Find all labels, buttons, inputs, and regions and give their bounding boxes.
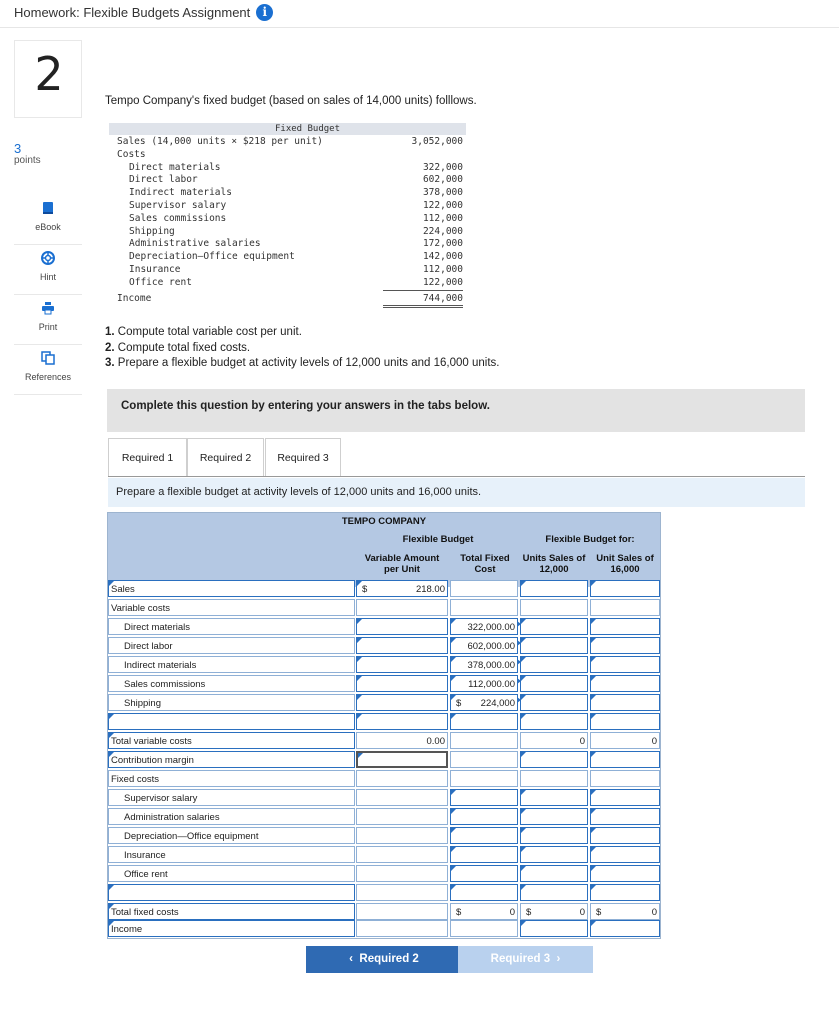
flexible-budget-grid <box>107 512 661 939</box>
sales-fixed-cell <box>450 580 518 597</box>
fixed-row-16000-input[interactable] <box>590 846 660 863</box>
tab-required-3[interactable]: Required 3 <box>265 438 341 477</box>
fixed-budget-sales-value: 3,052,000 <box>411 136 463 147</box>
requirements-list <box>105 325 499 372</box>
grid-col-16000: Unit Sales of 16,000 <box>596 553 654 575</box>
fixed-budget-row <box>109 162 466 175</box>
next-required-label: Required 3 <box>490 953 551 965</box>
var-row-fixed-input[interactable]: 378,000.00 <box>450 656 518 673</box>
contribution-16000-input[interactable] <box>590 751 660 768</box>
fixed-row-16000-input[interactable] <box>590 827 660 844</box>
print-icon <box>41 301 55 315</box>
var-row-12000-input[interactable] <box>520 656 588 673</box>
question-number: 2 <box>34 47 64 101</box>
var-row-label: Direct labor <box>108 637 355 654</box>
var-row-fixed-input[interactable]: 322,000.00 <box>450 618 518 635</box>
fixed-row-label: Supervisor salary <box>108 789 355 806</box>
fixed-budget-row <box>109 174 466 187</box>
grid-blank-cell <box>450 599 518 616</box>
fixed-budget-row <box>109 187 466 200</box>
prev-required-label: Required 2 <box>359 953 419 965</box>
fixed-row-fixed-input[interactable] <box>450 808 518 825</box>
assignment-title <box>14 4 273 21</box>
sidebar-item-label: Hint <box>39 272 56 282</box>
grid-blank-cell <box>356 827 448 844</box>
sidebar-item-label: eBook <box>35 222 61 232</box>
grid-blank-cell <box>450 751 518 768</box>
fixed-budget-costs-label: Costs <box>117 148 146 160</box>
fixed-row-16000-input[interactable] <box>590 808 660 825</box>
blank-row-input[interactable] <box>356 713 448 730</box>
grid-col-12000: Units Sales of 12,000 <box>522 553 586 575</box>
grid-blank-cell <box>356 884 448 901</box>
var-row-label: Indirect materials <box>108 656 355 673</box>
fixed-budget-table <box>109 123 466 305</box>
tab-divider <box>108 476 805 477</box>
cost-value: 112,000 <box>422 263 463 275</box>
fixed-row-fixed-input[interactable] <box>450 846 518 863</box>
sidebar-item-references[interactable] <box>14 345 82 395</box>
grid-blank-cell <box>356 920 448 937</box>
blank-row-input[interactable] <box>590 884 660 901</box>
grid-blank-cell <box>450 732 518 749</box>
fixed-row-label: Depreciation—Office equipment <box>108 827 355 844</box>
cost-value: 142,000 <box>422 251 463 263</box>
var-row-12000-input[interactable] <box>520 637 588 654</box>
total-fixed-12000: $ 0 <box>520 903 588 920</box>
requirement-item: 2. Compute total fixed costs. <box>105 341 251 354</box>
cost-value: 602,000 <box>422 174 463 186</box>
grid-blank-cell <box>356 789 448 806</box>
var-row-var-input[interactable] <box>356 675 448 692</box>
fixed-budget-row <box>109 264 466 277</box>
instruction-banner <box>107 389 805 432</box>
contribution-var-input[interactable] <box>356 751 448 768</box>
fixed-row-fixed-input[interactable] <box>450 789 518 806</box>
cost-label: Indirect materials <box>129 187 232 199</box>
blank-row-input[interactable] <box>520 884 588 901</box>
fixed-budget-row <box>109 251 466 264</box>
requirement-item: 3. Prepare a flexible budget at activity levels of 12,000 units and 16,000 units. <box>105 357 500 369</box>
cost-label: Office rent <box>129 276 192 288</box>
instruction-text: Complete this question by entering your answers in the tabs below. <box>121 400 490 412</box>
cost-label: Depreciation—Office equipment <box>129 251 295 263</box>
cost-label: Supervisor salary <box>129 199 227 211</box>
assignment-title-text: Homework: Flexible Budgets Assignment <box>14 5 251 20</box>
fixed-row-label: Insurance <box>108 846 355 863</box>
sidebar-item-ebook[interactable] <box>14 195 82 245</box>
cost-label: Shipping <box>129 225 175 237</box>
sidebar-item-print[interactable] <box>14 295 82 345</box>
cost-label: Sales commissions <box>129 212 227 224</box>
var-row-16000-input[interactable] <box>590 618 660 635</box>
total-fixed-fixed: $ 0 <box>450 903 518 920</box>
grid-blank-cell <box>450 770 518 787</box>
fixed-budget-row <box>109 200 466 213</box>
sales-label-cell[interactable]: Sales <box>108 580 355 597</box>
cost-value: 378,000 <box>422 187 463 199</box>
cost-value: 122,000 <box>383 277 463 291</box>
fixed-budget-row <box>109 213 466 226</box>
variable-costs-label: Variable costs <box>108 599 355 616</box>
total-variable-16000: 0 <box>590 732 660 749</box>
next-required-button[interactable] <box>458 946 593 973</box>
cost-value: 112,000 <box>422 212 463 224</box>
grid-blank-cell <box>450 920 518 937</box>
tab-instruction-box <box>108 478 805 507</box>
var-row-var-input[interactable] <box>356 694 448 711</box>
var-row-12000-input[interactable] <box>520 618 588 635</box>
fixed-costs-label: Fixed costs <box>108 770 355 787</box>
grid-group-for: Flexible Budget for: <box>545 534 635 545</box>
var-row-label: Sales commissions <box>108 675 355 692</box>
var-row-16000-input[interactable] <box>590 656 660 673</box>
grid-blank-cell <box>356 865 448 882</box>
cost-value: 122,000 <box>422 199 463 211</box>
prev-required-button[interactable] <box>306 946 462 973</box>
var-row-16000-input[interactable] <box>590 637 660 654</box>
fixed-budget-income-row <box>109 293 466 306</box>
fixed-row-12000-input[interactable] <box>520 865 588 882</box>
income-16000-input[interactable] <box>590 920 660 937</box>
income-label[interactable]: Income <box>108 920 355 937</box>
fixed-budget-sales-label: Sales (14,000 units × $218 per unit) <box>117 136 323 147</box>
grid-blank-cell <box>520 770 588 787</box>
grid-blank-cell <box>356 846 448 863</box>
tab-required-2[interactable]: Required 2 <box>187 438 264 477</box>
grid-blank-cell <box>356 599 448 616</box>
contribution-margin-label[interactable]: Contribution margin <box>108 751 355 768</box>
tab-required-1[interactable]: Required 1 <box>108 438 187 477</box>
tab-instruction-text: Prepare a flexible budget at activity levels of 12,000 units and 16,000 units. <box>116 486 482 498</box>
income-12000-input[interactable] <box>520 920 588 937</box>
fixed-budget-row <box>109 226 466 239</box>
fixed-budget-costs-row <box>109 149 466 162</box>
points-label: points <box>14 155 41 166</box>
chevron-right-icon: › <box>556 953 561 965</box>
cost-value: 172,000 <box>422 238 463 250</box>
blank-row-input[interactable] <box>450 713 518 730</box>
blank-row-input[interactable] <box>450 884 518 901</box>
fixed-budget-sales-row <box>109 136 466 149</box>
grid-col-variable: Variable Amount per Unit <box>364 553 440 575</box>
fixed-row-label: Administration salaries <box>108 808 355 825</box>
sales-12000-input[interactable] <box>520 580 588 597</box>
blank-row-label-input[interactable] <box>108 884 355 901</box>
var-row-var-input[interactable] <box>356 656 448 673</box>
var-row-fixed-input[interactable]: $ 224,000 <box>450 694 518 711</box>
var-row-label: Shipping <box>108 694 355 711</box>
grid-blank-cell <box>356 903 448 920</box>
fixed-budget-income-label: Income <box>117 292 152 304</box>
var-row-fixed-input[interactable]: 602,000.00 <box>450 637 518 654</box>
info-icon[interactable]: i <box>256 4 273 21</box>
fixed-row-16000-input[interactable] <box>590 789 660 806</box>
fixed-row-12000-input[interactable] <box>520 846 588 863</box>
cost-value: 224,000 <box>422 225 463 237</box>
cost-label: Insurance <box>129 263 181 275</box>
grid-blank-cell <box>356 808 448 825</box>
points-value: 3 <box>14 141 22 156</box>
grid-col-fixed: Total Fixed Cost <box>460 553 510 575</box>
references-icon <box>41 351 55 365</box>
chevron-left-icon: ‹ <box>349 953 353 965</box>
cost-value: 322,000 <box>422 161 463 173</box>
total-fixed-16000: $ 0 <box>590 903 660 920</box>
var-row-16000-input[interactable] <box>590 694 660 711</box>
var-row-label: Direct materials <box>108 618 355 635</box>
cost-label: Administrative salaries <box>129 238 261 250</box>
sidebar-item-label: References <box>24 372 72 382</box>
sales-var-input[interactable]: $ 218.00 <box>356 580 448 597</box>
cost-label: Direct labor <box>129 174 198 186</box>
total-fixed-label[interactable]: Total fixed costs <box>108 903 355 920</box>
book-icon <box>41 201 55 215</box>
fixed-row-fixed-input[interactable] <box>450 865 518 882</box>
blank-row-input[interactable] <box>590 713 660 730</box>
grid-blank-cell <box>590 770 660 787</box>
contribution-12000-input[interactable] <box>520 751 588 768</box>
grid-blank-cell <box>520 599 588 616</box>
total-variable-label[interactable]: Total variable costs <box>108 732 355 749</box>
grid-company-title: TEMPO COMPANY <box>108 513 660 531</box>
total-variable-var: 0.00 <box>356 732 448 749</box>
question-intro: Tempo Company's fixed budget (based on sales of 14,000 units) folllows. <box>105 95 477 107</box>
blank-row-input[interactable] <box>520 713 588 730</box>
fixed-budget-row <box>109 277 466 290</box>
hint-icon <box>41 251 55 265</box>
header-divider <box>0 27 839 28</box>
fixed-budget-header: Fixed Budget <box>109 123 466 135</box>
var-row-12000-input[interactable] <box>520 694 588 711</box>
sales-16000-input[interactable] <box>590 580 660 597</box>
fixed-row-16000-input[interactable] <box>590 865 660 882</box>
grid-blank-cell <box>590 599 660 616</box>
grid-blank-cell <box>356 770 448 787</box>
var-row-16000-input[interactable] <box>590 675 660 692</box>
blank-row-label-input[interactable] <box>108 713 355 730</box>
fixed-row-12000-input[interactable] <box>520 808 588 825</box>
var-row-12000-input[interactable] <box>520 675 588 692</box>
fixed-budget-row <box>109 238 466 251</box>
var-row-fixed-input[interactable]: 112,000.00 <box>450 675 518 692</box>
requirement-item: 1. Compute total variable cost per unit. <box>105 326 302 338</box>
question-number-box <box>14 40 82 118</box>
var-row-var-input[interactable] <box>356 618 448 635</box>
fixed-row-label: Office rent <box>108 865 355 882</box>
fixed-row-fixed-input[interactable] <box>450 827 518 844</box>
sidebar-item-hint[interactable] <box>14 245 82 295</box>
sidebar-item-label: Print <box>38 322 58 332</box>
var-row-var-input[interactable] <box>356 637 448 654</box>
fixed-budget-income-value: 744,000 <box>383 293 463 309</box>
grid-group-flexible: Flexible Budget <box>402 534 474 545</box>
fixed-row-12000-input[interactable] <box>520 789 588 806</box>
total-variable-12000: 0 <box>520 732 588 749</box>
fixed-row-12000-input[interactable] <box>520 827 588 844</box>
cost-label: Direct materials <box>129 161 221 173</box>
